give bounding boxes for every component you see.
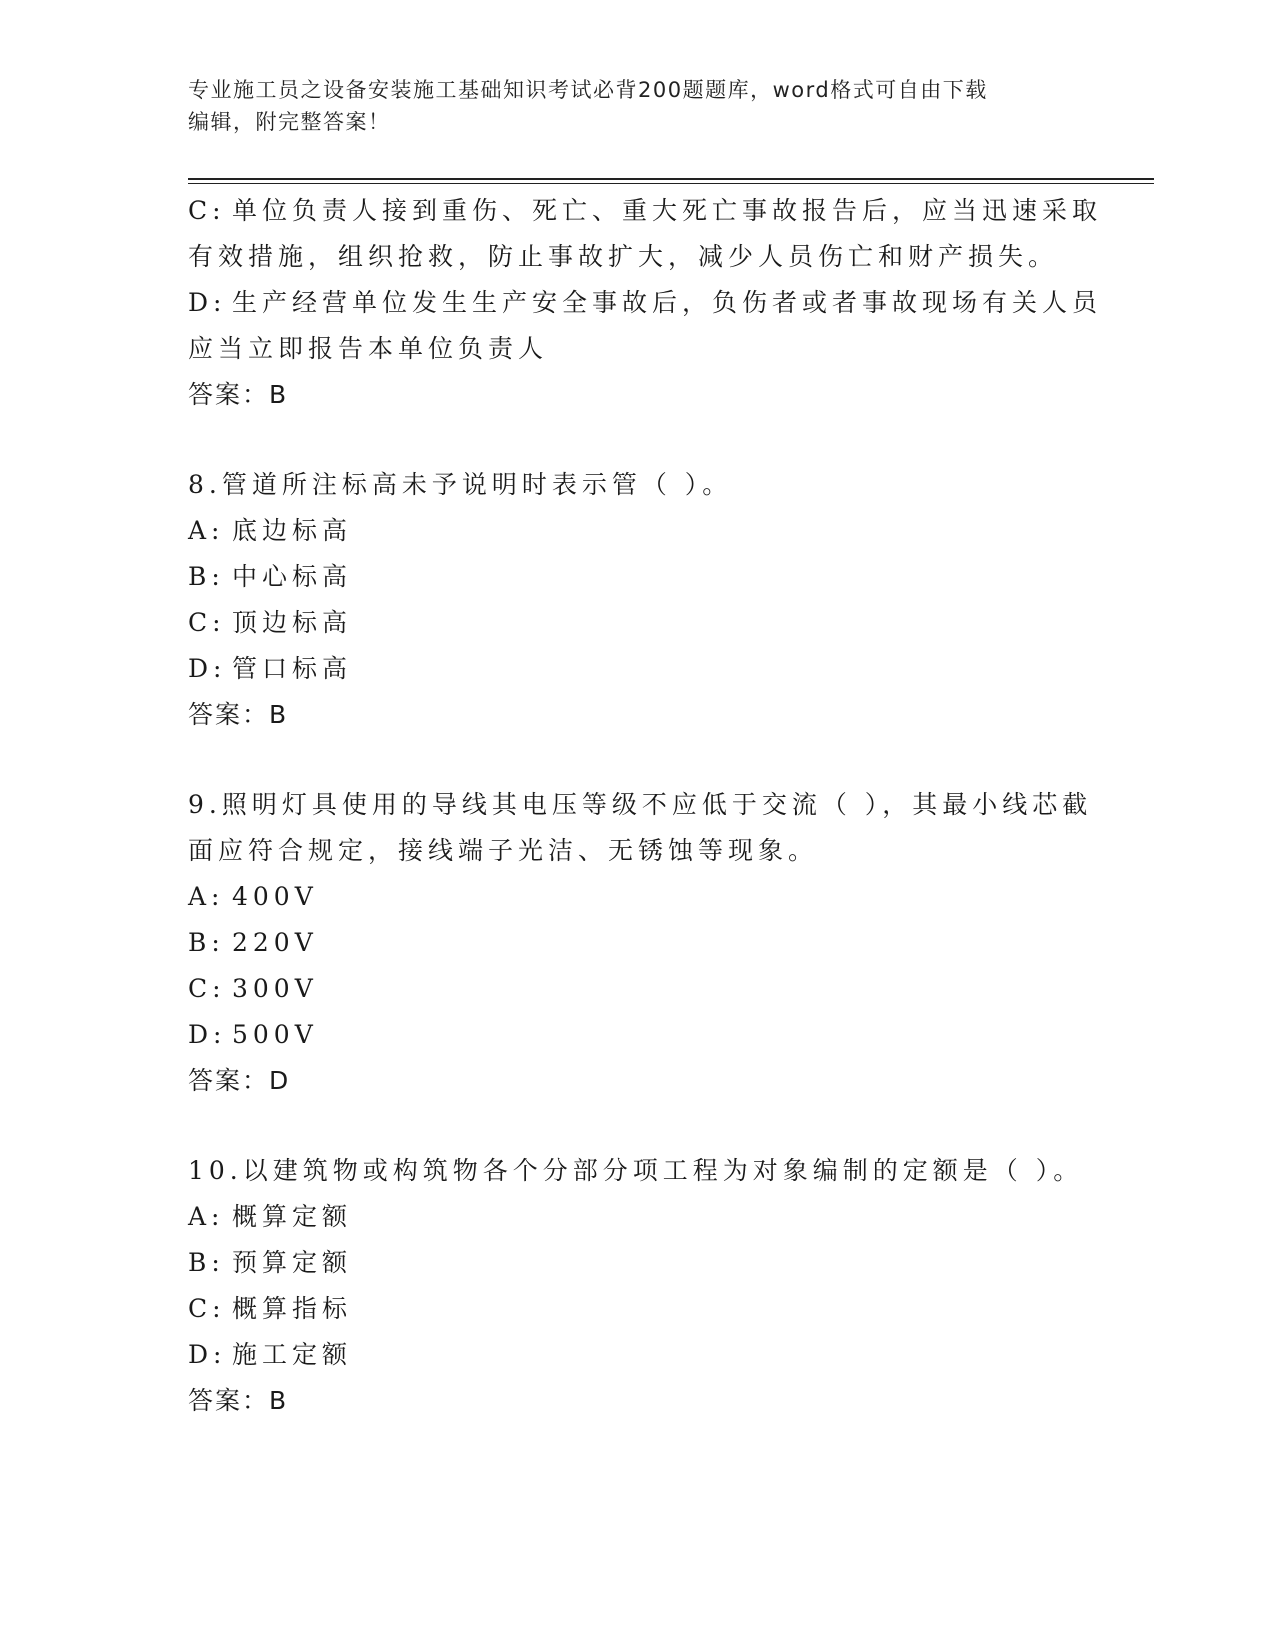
option-label: B:: [188, 1248, 225, 1277]
header-divider-thin: [188, 183, 1154, 184]
option-d: [188, 646, 1088, 692]
option-label: D:: [188, 288, 227, 317]
option-label: B:: [188, 562, 225, 591]
prev-question-block: [188, 188, 1103, 418]
option-label: D:: [188, 654, 227, 683]
question-list: [188, 188, 1103, 1424]
option-d-continued: 应当立即报告本单位负责人: [188, 334, 549, 363]
option-text: 单位负责人接到重伤、死亡、重大死亡事故报告后，应当迅速采取: [232, 196, 1103, 225]
option-label: D:: [188, 1340, 227, 1369]
option-a: [188, 1194, 1088, 1240]
option-label: A:: [188, 1202, 225, 1231]
option-b: [188, 554, 1088, 600]
option-label: A:: [188, 516, 225, 545]
option-text: 生产经营单位发生生产安全事故后，负伤者或者事故现场有关人员: [232, 288, 1103, 317]
answer-text: 答案：B: [188, 1386, 289, 1415]
spacer: [188, 418, 1088, 462]
spacer: [188, 738, 1088, 782]
option-text: 500V: [232, 1020, 318, 1049]
option-c: [188, 1286, 1088, 1332]
option-label: A:: [188, 882, 225, 911]
option-text: 概算定额: [232, 1202, 353, 1231]
option-c: [188, 600, 1088, 646]
option-label: B:: [188, 928, 225, 957]
option-c: [188, 188, 1103, 234]
header-title-line1: 专业施工员之设备安装施工基础知识考试必背200题题库，word格式可自由下载: [188, 78, 988, 102]
question-stem-continued: 面应符合规定，接线端子光洁、无锈蚀等现象。: [188, 836, 819, 865]
option-a: [188, 508, 1088, 554]
option-label: C:: [188, 974, 226, 1003]
question-stem: 8.管道所注标高未予说明时表示管（ ）。: [188, 470, 733, 499]
option-text: 预算定额: [232, 1248, 353, 1277]
option-d: [188, 1332, 1088, 1378]
header-title-line2: 编辑，附完整答案！: [188, 110, 391, 134]
document-header: [188, 74, 1068, 138]
option-b: [188, 920, 1088, 966]
header-divider-thick: [188, 178, 1154, 180]
option-text: 300V: [232, 974, 318, 1003]
option-label: C:: [188, 1294, 226, 1323]
option-a: [188, 874, 1088, 920]
answer-text: 答案：B: [188, 380, 289, 409]
option-b: [188, 1240, 1088, 1286]
option-label: D:: [188, 1020, 227, 1049]
option-text: 400V: [232, 882, 318, 911]
option-c: [188, 966, 1088, 1012]
option-text: 施工定额: [232, 1340, 353, 1369]
answer-text: 答案：D: [188, 1066, 291, 1095]
option-label: C:: [188, 608, 226, 637]
option-text: 管口标高: [232, 654, 353, 683]
question-stem: 9.照明灯具使用的导线其电压等级不应低于交流（ ），其最小线芯截: [188, 790, 1093, 819]
spacer: [188, 1104, 1088, 1148]
question-10-block: [188, 1148, 1088, 1424]
option-d: [188, 1012, 1088, 1058]
option-c-continued: 有效措施，组织抢救，防止事故扩大，减少人员伤亡和财产损失。: [188, 242, 1059, 271]
option-text: 220V: [232, 928, 318, 957]
question-8-block: [188, 462, 1088, 738]
option-text: 底边标高: [232, 516, 353, 545]
option-d: [188, 280, 1103, 326]
option-label: C:: [188, 196, 226, 225]
option-text: 中心标高: [232, 562, 353, 591]
option-text: 概算指标: [232, 1294, 353, 1323]
question-9-block: [188, 782, 1093, 1104]
answer-text: 答案：B: [188, 700, 289, 729]
question-stem: 10.以建筑物或构筑物各个分部分项工程为对象编制的定额是（ ）。: [188, 1156, 1084, 1185]
option-text: 顶边标高: [232, 608, 353, 637]
